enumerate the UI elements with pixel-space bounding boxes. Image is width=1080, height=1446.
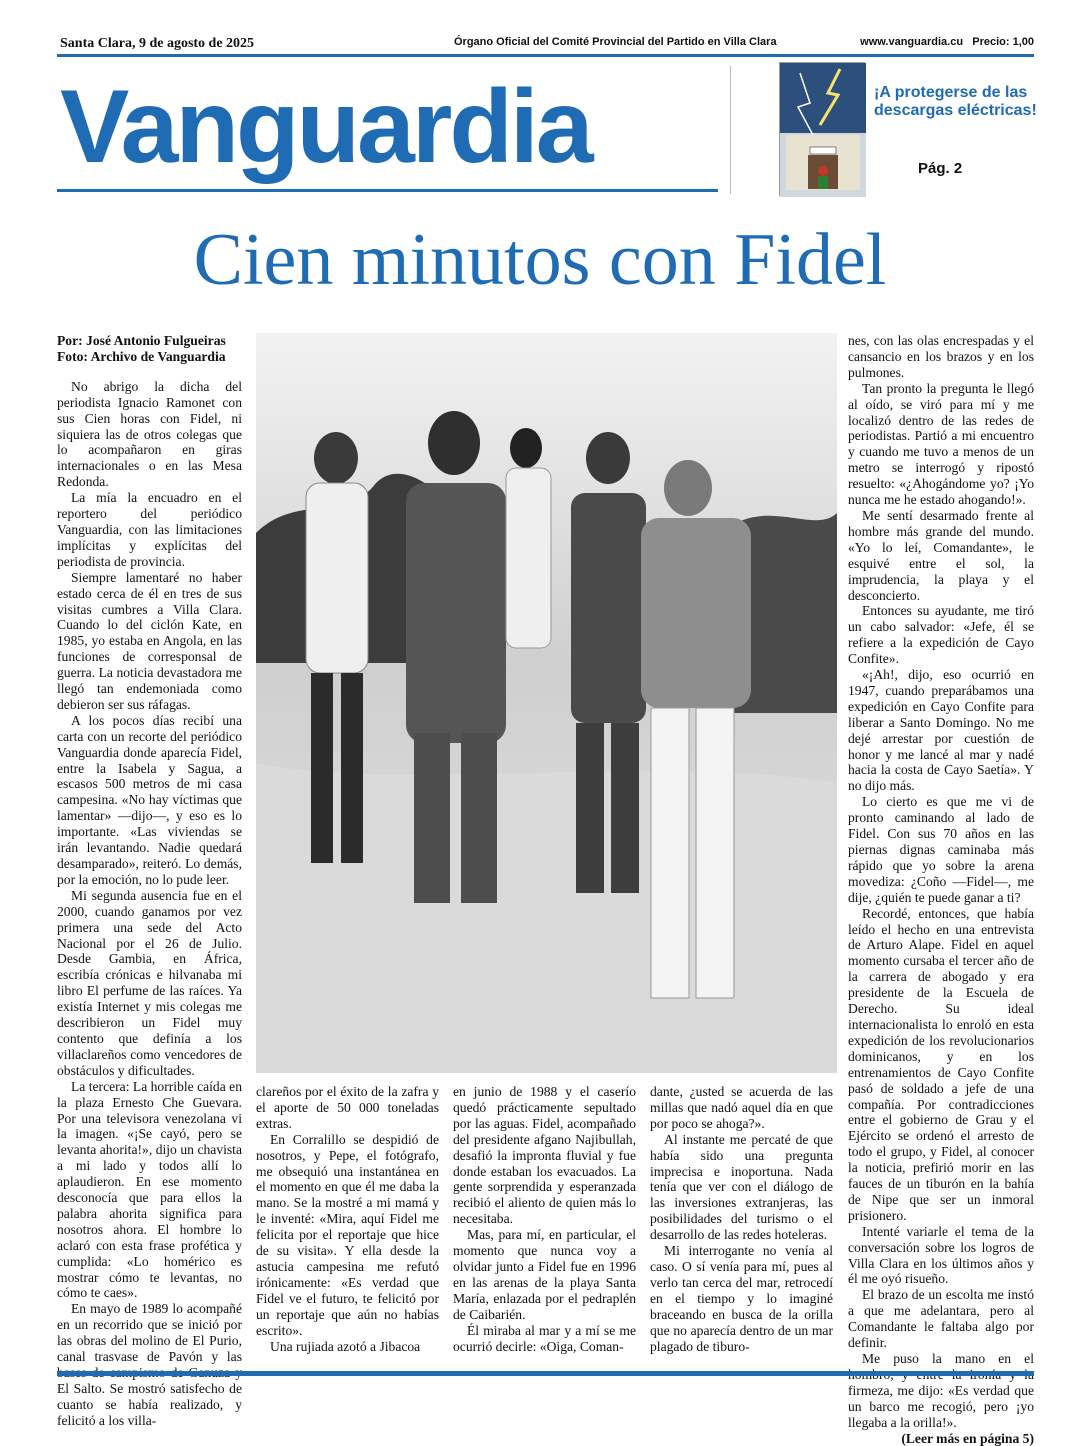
paragraph: Entonces su ayudante, me tiró un cabo salvador: «Jefe, él se refiere a la expedición de Cayo Confite». bbox=[848, 603, 1034, 667]
photo-credit: Foto: Archivo de Vanguardia bbox=[57, 348, 226, 364]
edition-date: Santa Clara, 9 de agosto de 2025 bbox=[60, 36, 255, 51]
organ-statement: Órgano Oficial del Comité Provincial del Partido en Villa Clara bbox=[454, 36, 777, 48]
top-rule bbox=[57, 54, 1034, 57]
article-column-5 bbox=[848, 333, 1034, 1446]
paragraph: Tan pronto la pregunta le llegó al oído, se viró para mí y me localizó dentro de las redes de periodistas. Partió a mi encuentro y cuando me tuvo a menos de un metro se interrogó y ripostó resuelto: «¿Ahogándome yo? ¡Yo nunca me he estado ahogando!». bbox=[848, 380, 1034, 508]
paragraph: Intenté variarle el tema de la conversación sobre los logros de Villa Clara en los últimos años y él me oyó risueño. bbox=[848, 1223, 1034, 1287]
paragraph: A los pocos días recibí una carta con un recorte del periódico Vanguardia donde aparecía Fidel, entre la Isabela y Sagua, a escasos 500 metros de mi casa campesina. «No hay víctimas que lamentar» —dijo—, y eso es lo importante. «Las viviendas se irán levantando. Nadie quedará desamparado», reiteró. Lo demás, por la emoción, no lo pude leer. bbox=[57, 712, 242, 887]
article-column-1 bbox=[57, 333, 242, 1429]
website-link[interactable]: www.vanguardia.cu bbox=[860, 36, 964, 48]
paragraph: en junio de 1988 y el caserío quedó prácticamente sepultado por las aguas. Fidel, acompañado del presidente afgano Najibullah, desafió la impronta fluvial y fue donde estaban los evacuados. La gente sorprendida y esperanzada recibió el aliento de quien más lo necesitaba. bbox=[453, 1084, 636, 1227]
paragraph: Él miraba al mar y a mí se me ocurrió decirle: «Oiga, Coman- bbox=[453, 1322, 636, 1354]
article-headline: Cien minutos con Fidel bbox=[193, 219, 887, 301]
author-byline: Por: José Antonio Fulgueiras bbox=[57, 333, 226, 348]
paragraph: La mía la encuadro en el reportero del periódico Vanguardia, con las limitaciones implícitas y explícitas del periodista de provincia. bbox=[57, 490, 242, 569]
price: Precio: 1,00 bbox=[972, 36, 1034, 48]
paragraph: nes, con las olas encrespadas y el cansancio en los brazos y en los pulmones. bbox=[848, 333, 1034, 380]
paragraph: Al instante me percaté de que había sido una pregunta imprecisa e inoportuna. Nada tenía que ver con el diálogo de las inversiones extranjeras, las posibilidades del turismo o el desarrollo de las redes hoteleras. bbox=[650, 1131, 833, 1243]
promo-headline[interactable]: ¡A protegerse de las descargas eléctricas! bbox=[874, 84, 1037, 119]
paragraph: Mi interrogante no venía al caso. O sí venía para mí, pues al verlo tan cerca del mar, retrocedí en el tiempo y lo imaginé braceando en busca de la orilla que no aparecía dentro de un mar plagado de tiburo- bbox=[650, 1243, 833, 1354]
top-bar bbox=[57, 32, 1034, 54]
paragraph: clareños por el éxito de la zafra y el aporte de 50 000 toneladas extras. bbox=[256, 1084, 439, 1131]
paragraph: dante, ¿usted se acuerda de las millas que nadó aquel día en que por poco se ahoga?». bbox=[650, 1084, 833, 1131]
article-column-4 bbox=[650, 1084, 833, 1354]
website-and-price bbox=[860, 36, 1034, 48]
paragraph: Mi segunda ausencia fue en el 2000, cuando ganamos por vez primera una sede del Acto Nacional por el 26 de Julio. Desde Gambia, en África, escribía crónicas e hilvanaba mi libro El perfume de las raíces. Ya existía Internet y mis colegas me describieron un Fidel muy contento que definía a los villaclareños como vencedores de obstáculos y dificultades. bbox=[57, 887, 242, 1078]
paragraph: No abrigo la dicha del periodista Ignacio Ramonet con sus Cien horas con Fidel, ni siquiera las de otros colegas que lo acompañaron en giras internacionales o en las Mesa Redonda. bbox=[57, 378, 242, 490]
paragraph: El brazo de un escolta me instó a que me adelantara, pero al Comandante le faltaba algo por definir. bbox=[848, 1287, 1034, 1351]
paragraph: Una rujiada azotó a Jibacoa bbox=[270, 1338, 421, 1354]
paragraph: Recordé, entonces, que había leído el hecho en una entrevista de Arturo Alape. Fidel en aquel momento cursaba el tercer año de la carrera de abogado y era presidente de la Escuela de Derecho. Su ideal internacionalista lo enroló en esta expedición de los revolucionarios dominicanos, y en los entrenamientos de Cayo Confite pasó de soldado a jefe de una compañía. Por contradicciones entre el gobierno de Grau y el Ejército se ordenó el arresto de todo el grupo, y Fidel, al conocer la noticia, prefirió morir en las fauces de un tiburón en la bahía de Nipe que ser un inmoral prisionero. bbox=[848, 905, 1034, 1223]
masthead-divider bbox=[730, 66, 731, 194]
lightning-cartoon-icon[interactable] bbox=[779, 62, 865, 196]
article-column-3 bbox=[453, 1084, 636, 1354]
paragraph: Lo cierto es que me vi de pronto caminando al lado de Fidel. Con sus 70 años en las piernas dignas caminaba más rápido que yo sobre la arena movediza: ¿Coño —Fidel—, me dije, ¿quién te puede ganar a ti? bbox=[848, 794, 1034, 905]
paragraph: En Corralillo se despidió de nosotros, y Pepe, el fotógrafo, me obsequió una instantánea en el momento en que él me daba la mano. Se la mostré a mi mamá y le inventé: «Mira, aquí Fidel me felicita por el reportaje que hice de su visita». Y ella desde la astucia campesina me refutó irónicamente: «Es verdad que Fidel ve el futuro, te felicitó por un reportaje que aún no habías escrito». bbox=[256, 1131, 439, 1338]
masthead-rule bbox=[57, 189, 718, 192]
paragraph: La tercera: La horrible caída en la plaza Ernesto Che Guevara. Por una televisora venezolana vi la imagen. «¡Se cayó, pero se levanta ahorita!», dijo un chavista a mi lado y todos allí lo aplaudieron. En ese momento desconocía que para ellos la palabra ahorita significa para nosotros ahora. El hombre lo aclaró con esta frase profética y cumplida: «Lo homérico es mostrar cómo te levantas, no cómo te caes». bbox=[57, 1078, 242, 1301]
paragraph: En mayo de 1989 lo acompañé en un recorrido que se inició por las obras del molino de El Purio, canal trasvase de Pavón y las El Salto. Se mostró satisfecho de cuanto se había realizado, y felicitó a los villa- bbox=[57, 1301, 242, 1428]
paragraph: Me puso la mano en el firmeza, me dijo: «Es verdad que un barco me recogió, pero ¡yo llegaba a la orilla!». bbox=[848, 1351, 1034, 1430]
continued-link[interactable]: (Leer más en página 5) bbox=[901, 1430, 1034, 1446]
masthead-title: Vanguardia bbox=[60, 69, 591, 185]
article-column-2 bbox=[256, 1084, 439, 1354]
paragraph: Mas, para mí, en particular, el momento que nunca voy a olvidar junto a Fidel fue en 1996 en las arenas de la playa Santa María, enlazada por el pedraplén de Caibarién. bbox=[453, 1227, 636, 1322]
promo-page-ref: Pág. 2 bbox=[918, 160, 963, 177]
archive-photo-icon[interactable] bbox=[256, 333, 837, 1073]
paragraph: Me sentí desarmado frente al hombre más grande del mundo. «Yo lo leí, Comandante», le esquivé entre el sol, la imprudencia, la playa y el desconcierto. bbox=[848, 507, 1034, 603]
paragraph: Siempre lamentaré no haber estado cerca de él en tres de sus visitas cumbres a Villa Clara. Cuando lo del ciclón Kate, en 1985, yo estaba en Angola, en las funciones de corresponsal de guerra. La noticia devastadora me llegó tan endemoniada como debieron ser sus ráfagas. bbox=[57, 569, 242, 712]
paragraph: «¡Ah!, dijo, eso ocurrió en 1947, cuando preparábamos una expedición en Cayo Confite para liberar a Santo Domingo. No me dejé arrestar por cuestión de honor y me lancé al mar y nadé hacia la costa de Cayo Saetía». Y no dijo más. bbox=[848, 667, 1034, 794]
bottom-rule bbox=[57, 1371, 1034, 1376]
